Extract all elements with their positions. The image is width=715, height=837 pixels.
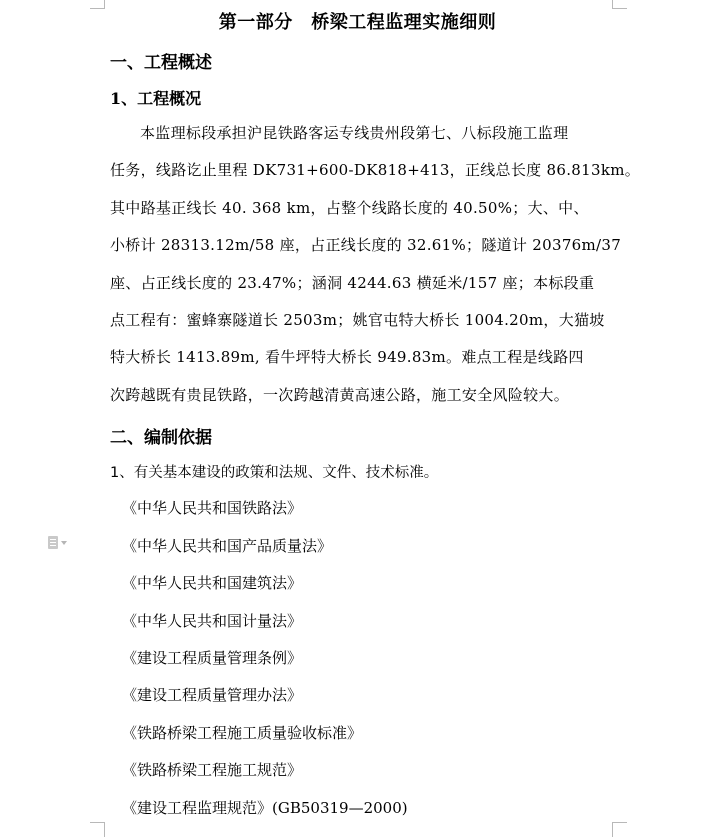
law-title: 《建设工程质量管理条例》	[122, 649, 303, 667]
law-title: 《铁路桥梁工程施工规范》	[122, 761, 303, 779]
law-title: 《建设工程质量管理办法》	[122, 686, 303, 704]
document-title: 第一部分 桥梁工程监理实施细则	[218, 12, 497, 33]
section-heading-basis: 二、编制依据	[110, 428, 212, 448]
paragraph-line: 点工程有：蜜蜂寨隧道长 2503m；姚官屯特大桥长 1004.20m，大猫坡	[110, 311, 605, 329]
paragraph-line: 本监理标段承担沪昆铁路客运专线贵州段第七、八标段施工监理	[140, 124, 569, 142]
paragraph-line: 座、占正线长度的 23.47%；涵洞 4244.63 横延米/157 座；本标段重	[110, 274, 595, 292]
paragraph-line: 小桥计 28313.12m/58 座，占正线长度的 32.61%；隧道计 20376m/37	[110, 236, 622, 254]
paragraph-line: 特大桥长 1413.89m, 看牛坪特大桥长 949.83m。难点工程是线路四	[110, 348, 584, 366]
chevron-down-icon	[61, 541, 67, 545]
page-corner-mark	[90, 822, 105, 837]
document-icon	[48, 536, 58, 549]
document-menu-icon[interactable]	[48, 536, 67, 549]
section-heading-overview: 一、工程概述	[110, 53, 212, 73]
law-title: 《中华人民共和国产品质量法》	[122, 537, 333, 555]
page-corner-mark	[612, 822, 627, 837]
law-title: 《铁路桥梁工程施工质量验收标准》	[122, 724, 363, 742]
paragraph-line: 其中路基正线长 40. 368 km，占整个线路长度的 40.50%；大、中、	[110, 199, 589, 217]
law-title: 《中华人民共和国计量法》	[122, 612, 303, 630]
basis-item-1: 1、有关基本建设的政策和法规、文件、技术标准。	[110, 465, 439, 481]
law-title: 《中华人民共和国铁路法》	[122, 499, 303, 517]
law-title: 《建设工程监理规范》(GB50319—2000)	[122, 799, 408, 817]
law-title: 《中华人民共和国建筑法》	[122, 574, 303, 592]
subsection-heading-project: 1、工程概况	[110, 89, 202, 108]
paragraph-line: 任务，线路讫止里程 DK731+600-DK818+413，正线总长度 86.813km。	[110, 161, 641, 179]
paragraph-line: 次跨越既有贵昆铁路，一次跨越清黄高速公路，施工安全风险较大。	[110, 386, 570, 404]
